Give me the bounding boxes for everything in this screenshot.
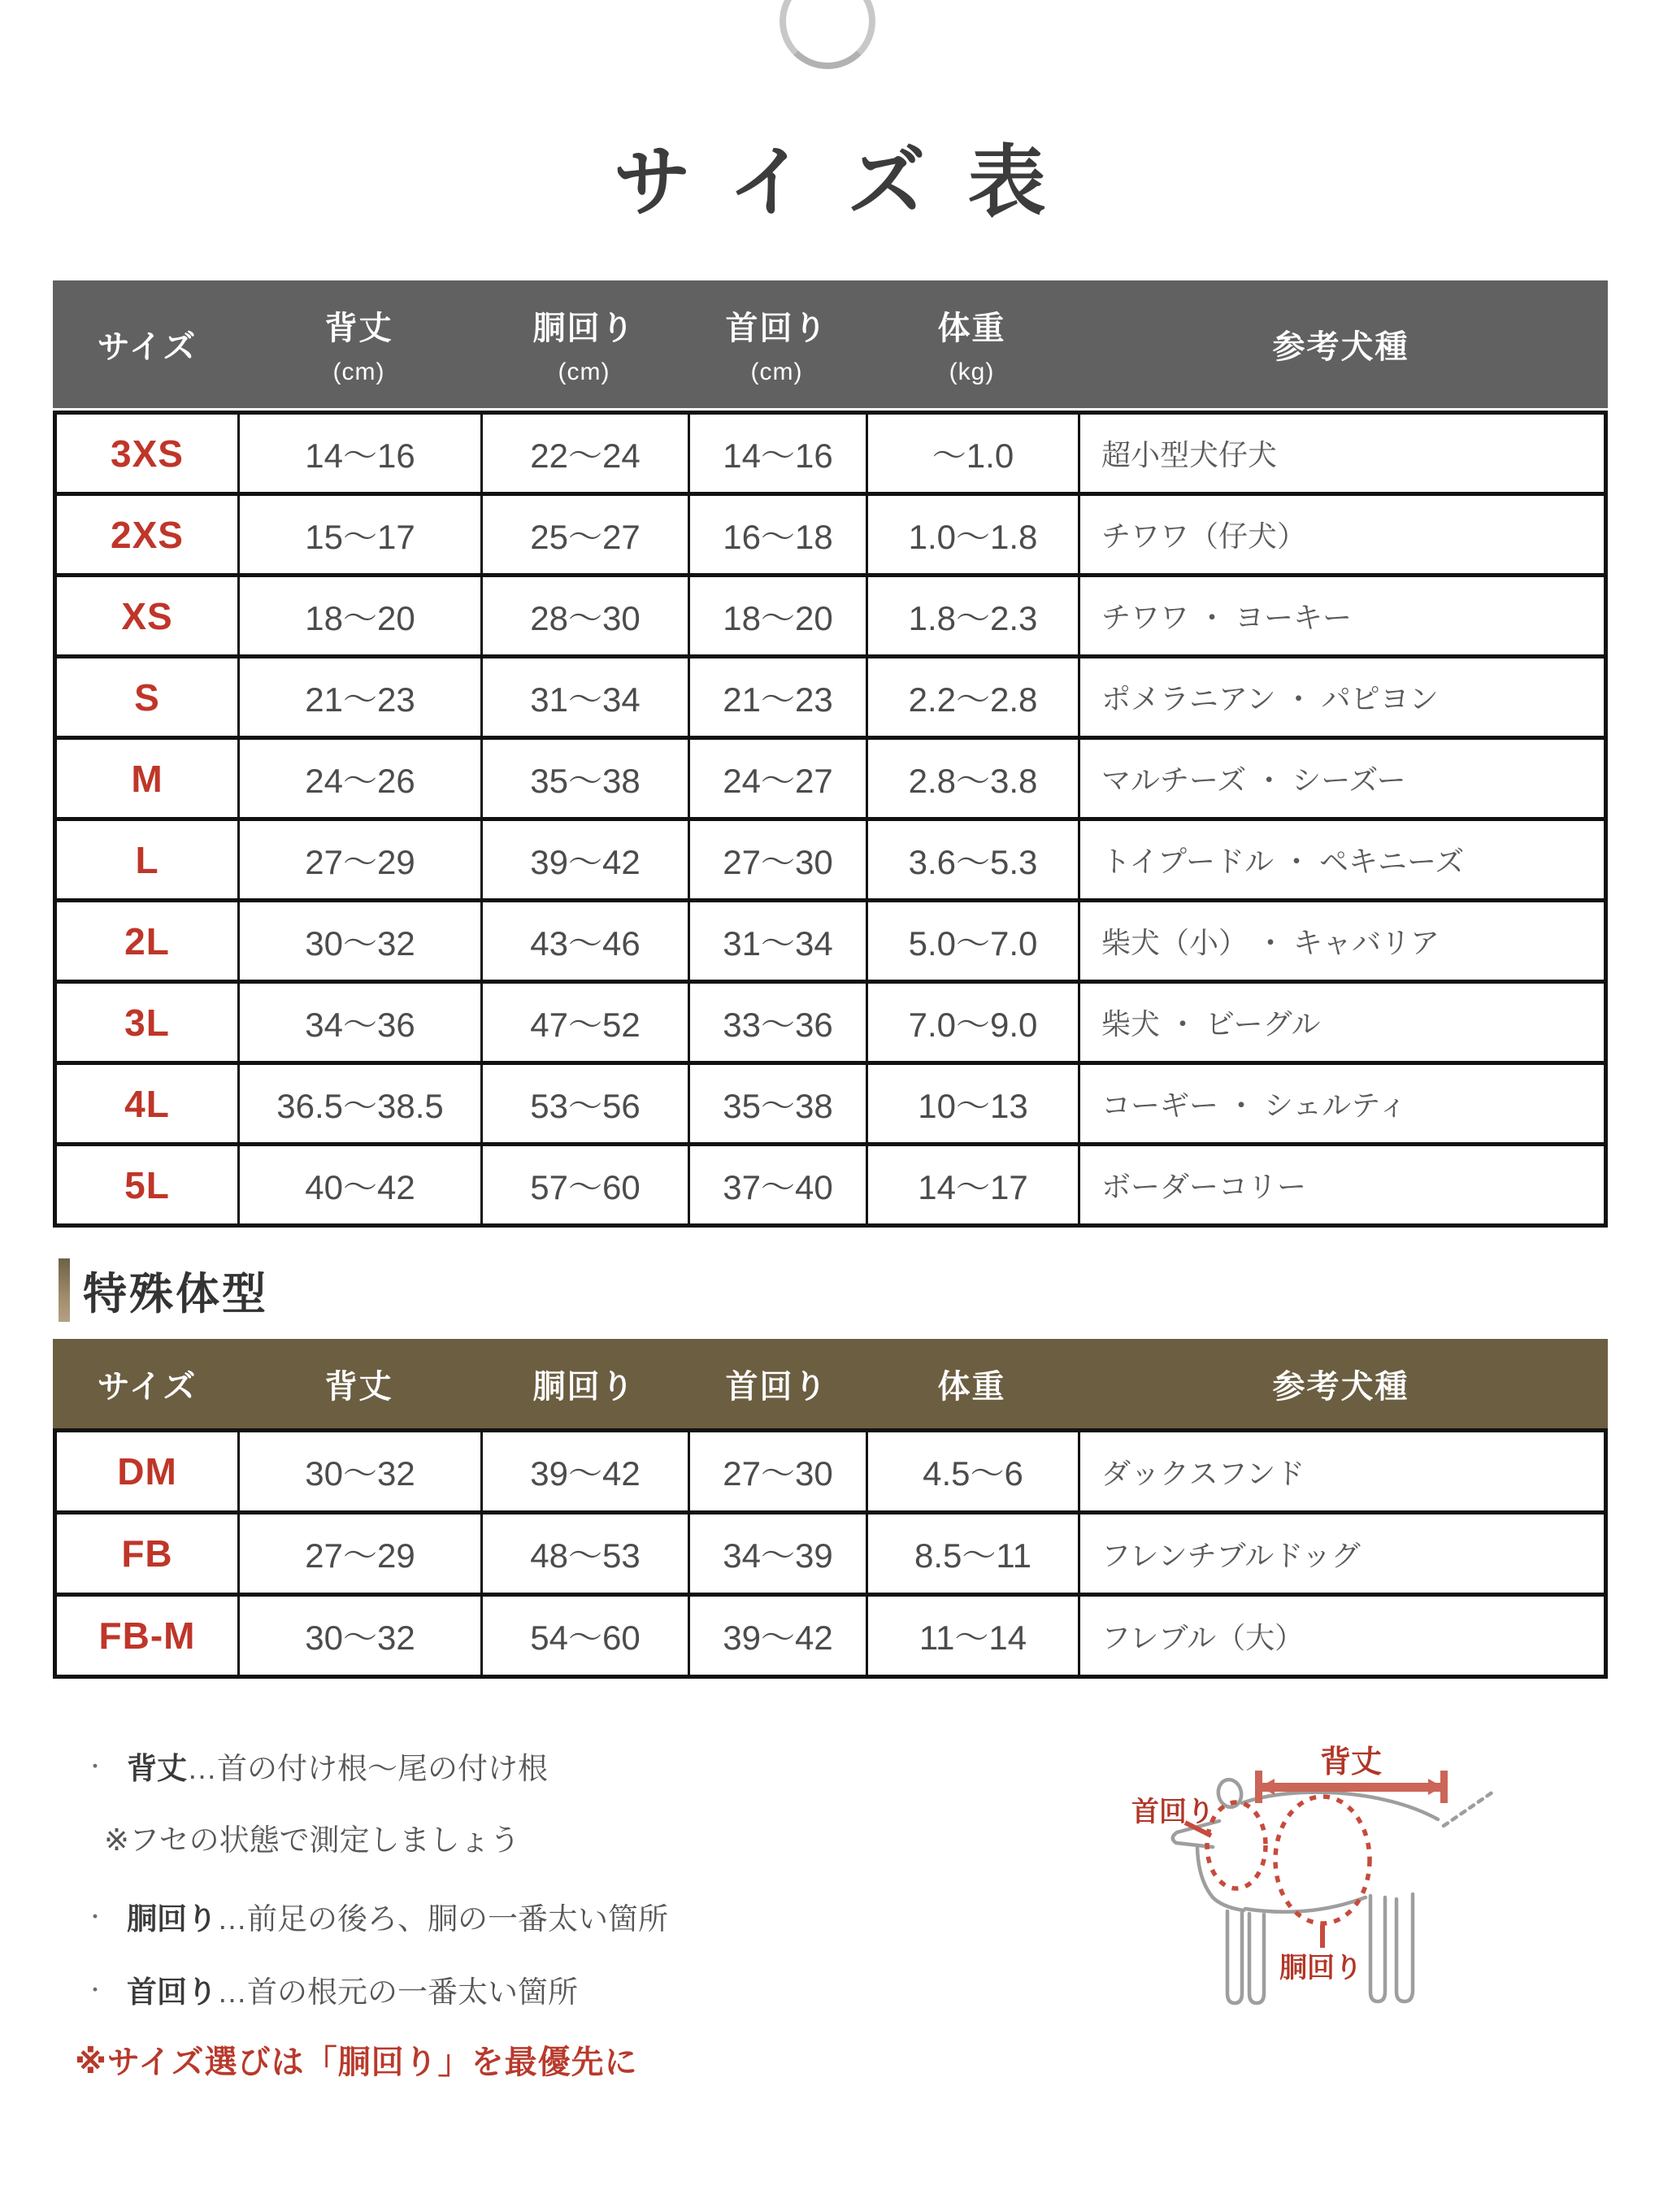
special-table-body	[53, 1428, 1608, 1679]
neck-girth-cell: 27～30	[688, 821, 866, 898]
header-back-length: 背丈	[324, 1368, 393, 1405]
weight-cell: 2.8～3.8	[866, 740, 1078, 817]
back-length-cell: 24～26	[237, 740, 480, 817]
size-selection-warning: ※サイズ選びは「胴回り」を最優先に	[75, 2045, 638, 2080]
breeds-cell: マルチーズ ・ シーズー	[1078, 740, 1604, 817]
weight-cell: 10～13	[866, 1065, 1078, 1142]
dog-diagram-svg	[1122, 1740, 1577, 2122]
size-cell: 3XS	[111, 432, 184, 475]
table-row-2l	[57, 898, 1604, 980]
note-neck-girth	[85, 1967, 578, 2011]
neck-girth-cell: 37～40	[688, 1146, 866, 1223]
header-chest-girth: 胴回り (cm)	[532, 311, 636, 385]
neck-girth-cell: 24～27	[688, 740, 866, 817]
chest-girth-cell: 22～24	[480, 415, 688, 492]
header-breeds: 参考犬種	[1272, 329, 1409, 365]
back-length-cell: 34～36	[237, 984, 480, 1061]
table-row-dm	[57, 1432, 1604, 1510]
neck-girth-ellipse	[1207, 1802, 1266, 1888]
header-neck-girth: 首回り (cm)	[725, 311, 828, 385]
note-term: 背丈	[127, 1752, 188, 1785]
diagram-back-label: 背丈	[1319, 1745, 1383, 1780]
size-table-header	[53, 280, 1608, 408]
chest-girth-cell: 39～42	[480, 821, 688, 898]
chest-girth-cell: 57～60	[480, 1146, 688, 1223]
chest-girth-ellipse	[1275, 1797, 1370, 1923]
weight-cell: 14～17	[866, 1146, 1078, 1223]
back-length-cell: 27～29	[237, 1515, 480, 1593]
header-breeds: 参考犬種	[1272, 1368, 1409, 1405]
breeds-cell: チワワ（仔犬）	[1078, 496, 1604, 573]
size-table-body	[53, 411, 1608, 1228]
chest-girth-cell: 35～38	[480, 740, 688, 817]
chest-girth-cell: 54～60	[480, 1597, 688, 1675]
weight-cell: 4.5～6	[866, 1432, 1078, 1510]
header-weight: 体重	[937, 1368, 1006, 1405]
breeds-cell: ダックスフンド	[1078, 1432, 1604, 1510]
back-length-cell: 14～16	[237, 415, 480, 492]
weight-cell: 1.8～2.3	[866, 577, 1078, 654]
header-weight: 体重 (kg)	[937, 311, 1006, 385]
weight-cell: 3.6～5.3	[866, 821, 1078, 898]
weight-cell: ～1.0	[866, 415, 1078, 492]
breeds-cell: 柴犬 ・ ビーグル	[1078, 984, 1604, 1061]
neck-girth-cell: 31～34	[688, 902, 866, 980]
back-length-cell: 27～29	[237, 821, 480, 898]
size-cell: 4L	[124, 1082, 170, 1125]
page-title	[0, 120, 1659, 232]
neck-girth-cell: 14～16	[688, 415, 866, 492]
size-cell: XS	[121, 594, 173, 637]
size-cell: M	[131, 757, 163, 800]
weight-cell: 1.0～1.8	[866, 496, 1078, 573]
weight-cell: 5.0～7.0	[866, 902, 1078, 980]
diagram-neck-label: 首回り	[1131, 1797, 1214, 1827]
size-cell: L	[135, 838, 159, 881]
size-cell: 3L	[124, 1001, 170, 1044]
breeds-cell: フレブル（大）	[1078, 1597, 1604, 1675]
back-length-cell: 15～17	[237, 496, 480, 573]
table-row-xs	[57, 573, 1604, 654]
breeds-cell: ボーダーコリー	[1078, 1146, 1604, 1223]
chest-girth-cell: 53～56	[480, 1065, 688, 1142]
size-cell: FB-M	[98, 1614, 196, 1657]
note-back-length	[85, 1744, 548, 1788]
chest-girth-cell: 25～27	[480, 496, 688, 573]
note-text: …首の根元の一番太い箇所	[217, 1975, 579, 2009]
note-term: 胴回り	[127, 1902, 218, 1936]
special-table-header	[53, 1339, 1608, 1428]
diagram-chest-label: 胴回り	[1279, 1953, 1362, 1984]
neck-girth-cell: 39～42	[688, 1597, 866, 1675]
breeds-cell: ポメラニアン ・ パピヨン	[1078, 658, 1604, 736]
breeds-cell: 超小型犬仔犬	[1078, 415, 1604, 492]
measurement-marks	[1185, 1771, 1448, 1948]
table-row-3xs	[57, 415, 1604, 492]
breeds-cell: フレンチブルドッグ	[1078, 1515, 1604, 1593]
weight-cell: 2.2～2.8	[866, 658, 1078, 736]
note-text: …前足の後ろ、胴の一番太い箇所	[217, 1902, 669, 1936]
back-length-cell: 30～32	[237, 1597, 480, 1675]
breeds-cell: コーギー ・ シェルティ	[1078, 1065, 1604, 1142]
table-row-fb	[57, 1510, 1604, 1593]
neck-girth-cell: 18～20	[688, 577, 866, 654]
size-cell: S	[134, 676, 160, 719]
neck-girth-cell: 35～38	[688, 1065, 866, 1142]
header-back-length: 背丈 (cm)	[324, 311, 393, 385]
weight-cell: 7.0～9.0	[866, 984, 1078, 1061]
note-chest-girth	[85, 1894, 668, 1938]
binder-ring-decoration	[780, 0, 875, 69]
back-length-cell: 40～42	[237, 1146, 480, 1223]
table-row-5l	[57, 1142, 1604, 1223]
note-measure-posture	[104, 1815, 520, 1859]
note-term: 首回り	[127, 1975, 218, 2009]
weight-cell: 11～14	[866, 1597, 1078, 1675]
header-size: サイズ	[97, 1368, 198, 1405]
chest-girth-cell: 43～46	[480, 902, 688, 980]
size-cell: DM	[117, 1450, 177, 1493]
back-length-cell: 30～32	[237, 902, 480, 980]
table-row-m	[57, 736, 1604, 817]
section-accent-bar	[59, 1258, 70, 1322]
page-title-text: サイズ表	[613, 139, 1088, 226]
breeds-cell: 柴犬（小） ・ キャバリア	[1078, 902, 1604, 980]
special-section-heading	[59, 1258, 268, 1322]
neck-girth-cell: 27～30	[688, 1432, 866, 1510]
back-length-bar	[1260, 1783, 1443, 1792]
chest-girth-cell: 48～53	[480, 1515, 688, 1593]
header-neck-girth: 首回り	[725, 1368, 828, 1405]
header-chest-girth: 胴回り	[532, 1368, 636, 1405]
section-title: 特殊体型	[83, 1269, 268, 1319]
neck-girth-cell: 21～23	[688, 658, 866, 736]
breeds-cell: トイプードル ・ ペキニーズ	[1078, 821, 1604, 898]
chest-girth-cell: 28～30	[480, 577, 688, 654]
bullet-icon: ・	[85, 1754, 106, 1779]
table-row-l	[57, 817, 1604, 898]
table-row-s	[57, 654, 1604, 736]
dog-measurement-diagram	[1122, 1740, 1577, 2122]
size-cell: 2XS	[111, 513, 184, 556]
table-row-2xs	[57, 492, 1604, 573]
bullet-icon: ・	[85, 1978, 106, 2002]
table-row-3l	[57, 980, 1604, 1061]
neck-girth-cell: 16～18	[688, 496, 866, 573]
back-length-cell: 30～32	[237, 1432, 480, 1510]
weight-cell: 8.5～11	[866, 1515, 1078, 1593]
chest-girth-cell: 47～52	[480, 984, 688, 1061]
back-length-cell: 21～23	[237, 658, 480, 736]
back-length-cell: 18～20	[237, 577, 480, 654]
size-cell: FB	[121, 1532, 173, 1575]
note-text: …首の付け根～尾の付け根	[187, 1752, 549, 1785]
table-row-fbm	[57, 1593, 1604, 1675]
chest-girth-cell: 31～34	[480, 658, 688, 736]
size-cell: 2L	[124, 919, 170, 963]
bullet-icon: ・	[85, 1905, 106, 1929]
size-cell: 5L	[124, 1163, 170, 1206]
header-size: サイズ	[97, 329, 198, 365]
back-length-cell: 36.5～38.5	[237, 1065, 480, 1142]
note-text: ※フセの状態で測定しましょう	[104, 1823, 520, 1857]
neck-girth-cell: 33～36	[688, 984, 866, 1061]
chest-girth-cell: 39～42	[480, 1432, 688, 1510]
neck-girth-cell: 34～39	[688, 1515, 866, 1593]
breeds-cell: チワワ ・ ヨーキー	[1078, 577, 1604, 654]
table-row-4l	[57, 1061, 1604, 1142]
